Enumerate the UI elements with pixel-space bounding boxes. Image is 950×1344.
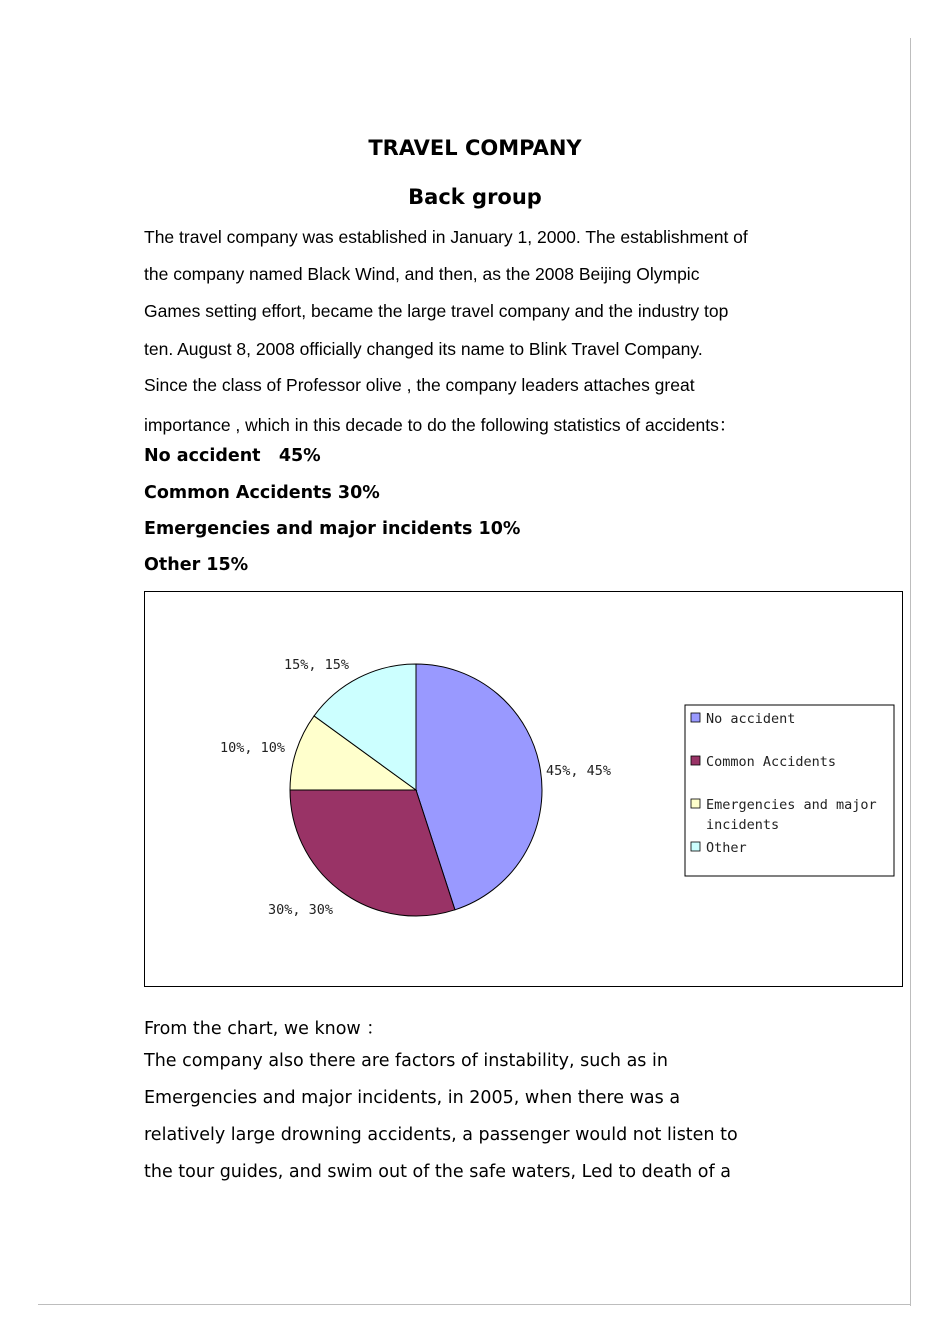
legend-swatch-other [691,842,700,851]
stat-emergencies: Emergencies and major incidents 10% [144,519,521,539]
chart-legend [685,705,894,876]
stat-no-accident: No accident 45% [144,446,321,466]
data-label-common-accidents: 30%, 30% [268,902,334,918]
conclusion-line: Emergencies and major incidents, in 2005, when there was a [144,1088,681,1108]
conclusion-line: From the chart, we know ： [144,1019,384,1039]
legend-swatch-emergencies [691,799,700,808]
intro-line: ten. August 8, 2008 officially changed its name to Blink Travel Company. [144,339,703,359]
stat-other: Other 15% [144,555,249,575]
pie-chart-svg [145,592,904,988]
legend-label-other: Other [706,840,747,856]
legend-swatch-common-accidents [691,756,700,765]
legend-swatch-no-accident [691,713,700,722]
intro-line: importance , which in this decade to do the following statistics of accidents： [144,415,737,435]
page-right-border [910,38,911,1306]
pie-chart [144,591,903,987]
conclusion-line: relatively large drowning accidents, a passenger would not listen to [144,1125,738,1145]
legend-label-emergencies-cont: incidents [706,817,780,833]
page-bottom-border [38,1304,911,1305]
data-label-no-accident: 45%, 45% [546,763,612,779]
pie-slices [290,664,542,916]
intro-line: Games setting effort, became the large travel company and the industry top [144,301,729,321]
conclusion-line: The company also there are factors of instability, such as in [144,1051,668,1071]
legend-label-common-accidents: Common Accidents [706,754,837,770]
intro-line: Since the class of Professor olive , the company leaders attaches great [144,375,695,395]
stat-common-accidents: Common Accidents 30% [144,483,380,503]
document-title: TRAVEL COMPANY [368,136,582,160]
intro-line: The travel company was established in January 1, 2000. The establishment of [144,227,748,247]
document-subtitle: Back group [408,185,542,209]
legend-label-no-accident: No accident [706,711,796,727]
legend-label-emergencies: Emergencies and major [706,797,877,813]
data-label-other: 15%, 15% [284,657,350,673]
intro-line: the company named Black Wind, and then, as the 2008 Beijing Olympic [144,264,700,284]
data-label-emergencies: 10%, 10% [220,740,286,756]
conclusion-line: the tour guides, and swim out of the safe waters, Led to death of a [144,1162,731,1182]
